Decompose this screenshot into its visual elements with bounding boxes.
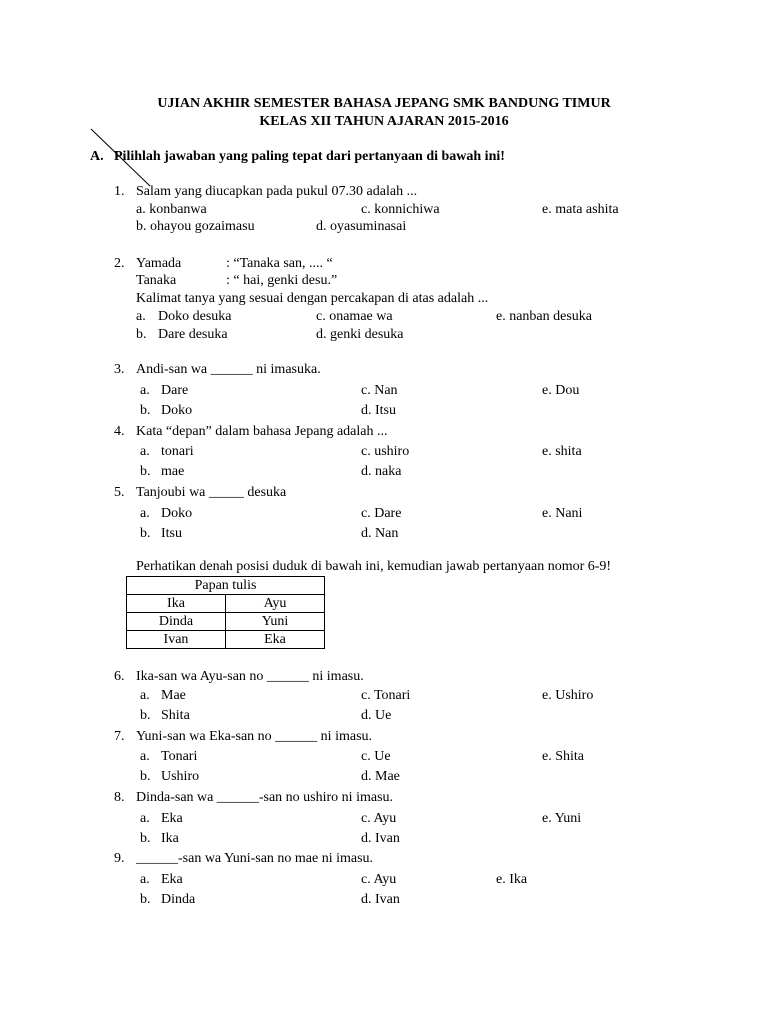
question-text: Salam yang diucapkan pada pukul 07.30 adalah ... [136, 184, 418, 199]
option-a-letter: a. [140, 811, 150, 826]
option-a-letter: a. [136, 309, 146, 324]
option-c: c. Ue [361, 749, 391, 764]
question-text: Ika-san wa Ayu-san no ______ ni imasu. [136, 669, 364, 684]
question-number: 3. [114, 362, 125, 377]
option-e: e. mata ashita [542, 202, 619, 217]
option-b-letter: b. [140, 892, 151, 907]
option-a-letter: a. [140, 688, 150, 703]
option-a: a. konbanwa [136, 202, 207, 217]
seating-instruction: Perhatikan denah posisi duduk di bawah ini, kemudian jawab pertanyaan nomor 6-9! [136, 559, 612, 574]
seat-cell: Eka [226, 631, 325, 649]
option-a: Tonari [161, 749, 198, 764]
question-text: Kata “depan” dalam bahasa Jepang adalah ... [136, 424, 388, 439]
option-d: d. oyasuminasai [316, 219, 407, 234]
option-a-letter: a. [140, 506, 150, 521]
dialog-line: : “ hai, genki desu.” [226, 273, 338, 288]
option-b-letter: b. [136, 327, 147, 342]
option-d: d. Itsu [361, 403, 396, 418]
option-a: Dare [161, 383, 189, 398]
option-d: d. Ue [361, 708, 392, 723]
question-number: 9. [114, 851, 125, 866]
option-a: Doko desuka [158, 309, 232, 324]
seat-cell: Dinda [127, 613, 226, 631]
option-c: c. Tonari [361, 688, 411, 703]
option-b: Dinda [161, 892, 196, 907]
table-row [127, 613, 325, 631]
option-c: c. konnichiwa [361, 202, 440, 217]
option-c: c. Nan [361, 383, 398, 398]
table-row [127, 577, 325, 595]
question-text: Dinda-san wa ______-san no ushiro ni imasu. [136, 790, 394, 805]
section-instruction: Pilihlah jawaban yang paling tepat dari pertanyaan di bawah ini! [114, 149, 505, 164]
option-b: Shita [161, 708, 190, 723]
question-text: ______-san wa Yuni-san no mae ni imasu. [136, 851, 374, 866]
option-b-letter: b. [140, 464, 151, 479]
option-a: Eka [161, 811, 183, 826]
option-a: tonari [161, 444, 194, 459]
option-c: c. Ayu [361, 872, 397, 887]
question-text: Yuni-san wa Eka-san no ______ ni imasu. [136, 729, 373, 744]
option-c: c. ushiro [361, 444, 410, 459]
option-c: c. onamae wa [316, 309, 393, 324]
seat-cell: Ika [127, 595, 226, 613]
option-e: e. Ika [496, 872, 528, 887]
option-e: e. Nani [542, 506, 583, 521]
question-text: Kalimat tanya yang sesuai dengan percakapan di atas adalah ... [136, 291, 489, 306]
seat-cell: Ivan [127, 631, 226, 649]
seating-chart-table [126, 576, 325, 649]
option-a: Doko [161, 506, 193, 521]
option-b: Doko [161, 403, 193, 418]
question-number: 6. [114, 669, 125, 684]
option-c: c. Dare [361, 506, 402, 521]
option-e: e. nanban desuka [496, 309, 593, 324]
table-row [127, 631, 325, 649]
question-number: 4. [114, 424, 125, 439]
question-text: Tanjoubi wa _____ desuka [136, 485, 287, 500]
option-b-letter: b. [140, 708, 151, 723]
option-a-letter: a. [140, 383, 150, 398]
option-d: d. Ivan [361, 831, 400, 846]
dialog-line: : “Tanaka san, .... “ [226, 256, 333, 271]
question-number: 2. [114, 256, 125, 271]
option-a-letter: a. [140, 749, 150, 764]
option-c: c. Ayu [361, 811, 397, 826]
seat-cell: Yuni [226, 613, 325, 631]
question-number: 1. [114, 184, 125, 199]
option-e: e. Shita [542, 749, 584, 764]
seat-cell: Ayu [226, 595, 325, 613]
option-e: e. shita [542, 444, 582, 459]
option-d: d. Nan [361, 526, 399, 541]
option-e: e. Dou [542, 383, 580, 398]
question-number: 5. [114, 485, 125, 500]
option-d: d. Mae [361, 769, 400, 784]
exam-title: UJIAN AKHIR SEMESTER BAHASA JEPANG SMK BANDUNG TIMUR [157, 96, 611, 111]
option-b: mae [161, 464, 185, 479]
option-d: d. genki desuka [316, 327, 404, 342]
option-b-letter: b. [140, 403, 151, 418]
whiteboard-cell: Papan tulis [127, 577, 325, 595]
option-a-letter: a. [140, 872, 150, 887]
option-d: d. naka [361, 464, 402, 479]
option-d: d. Ivan [361, 892, 400, 907]
option-b: Dare desuka [158, 327, 228, 342]
option-b-letter: b. [140, 769, 151, 784]
table-row [127, 595, 325, 613]
dialog-speaker: Yamada [136, 256, 182, 271]
option-b-letter: b. [140, 831, 151, 846]
dialog-speaker: Tanaka [136, 273, 177, 288]
option-b: Ushiro [161, 769, 200, 784]
section-label: A. [90, 149, 104, 164]
question-number: 7. [114, 729, 125, 744]
option-b-letter: b. [140, 526, 151, 541]
option-b: Ika [161, 831, 179, 846]
option-a-letter: a. [140, 444, 150, 459]
option-e: e. Ushiro [542, 688, 594, 703]
option-a: Mae [161, 688, 186, 703]
exam-subtitle: KELAS XII TAHUN AJARAN 2015-2016 [259, 114, 509, 129]
option-b: b. ohayou gozaimasu [136, 219, 255, 234]
question-number: 8. [114, 790, 125, 805]
option-b: Itsu [161, 526, 182, 541]
option-a: Eka [161, 872, 183, 887]
option-e: e. Yuni [542, 811, 582, 826]
question-text: Andi-san wa ______ ni imasuka. [136, 362, 321, 377]
